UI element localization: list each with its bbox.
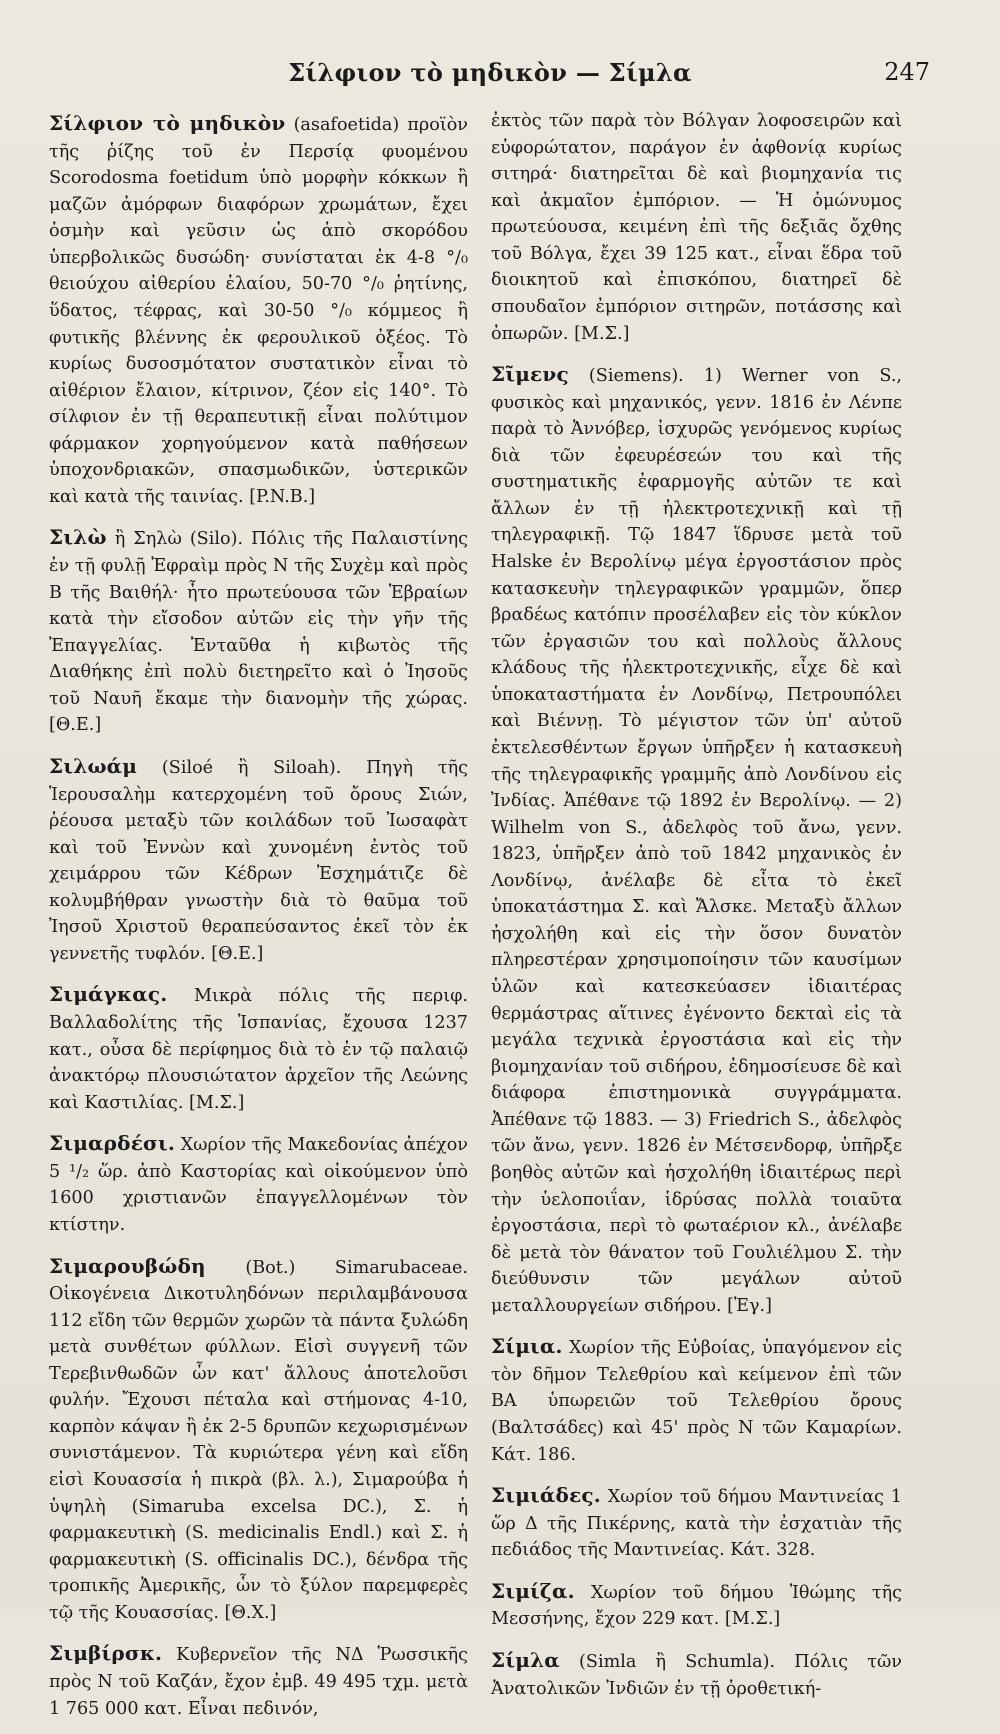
right-column [491,108,902,1714]
entry-siloam [49,751,468,968]
entry-simiza [491,1576,902,1633]
entry-simbirsk [49,1638,468,1722]
headword: Σίμλα [491,1647,560,1672]
entry-text: ἐκτὸς τῶν παρὰ τὸν Βόλγαν λοφοσειρῶν καὶ εὐφορώτατον, παράγον ἐν ἀφθονίᾳ κυρίως σιτηρά· διατηρεῖται δὲ καὶ βιομηχανία τις καὶ ἀκμαῖον ἐμπόριον. — Ἡ ὁμώνυμος πρωτεύουσα, κειμένη ἐπὶ τῆς δεξιᾶς ὄχθης τοῦ Βόλγα, ἔχει 39 125 κατ., εἶναι ἕδρα τοῦ διοικητοῦ καὶ ἐπισκόπου, διατηρεῖ δὲ σπουδαῖον ἐμπόριον σιτηρῶν, ποτάσσης καὶ ὀπωρῶν. [Μ.Σ.] [491,111,902,344]
entry-text: Χωρίον τῆς Μακεδονίας ἀπέχον 5 ¹/₂ ὥρ. ἀπὸ Καστορίας καὶ οἰκούμενον ὑπὸ 1600 χριστιανῶν ἐπαγγελλομένων τὸν κτίστην. [49,1135,469,1235]
entry-text: Κυβερνεῖον τῆς ΝΔ Ῥωσσικῆς πρὸς Ν τοῦ Καζάν, ἔχον ἐμβ. 49 495 τχμ. μετὰ 1 765 000 κατ. Εἶναι πεδινόν, [49,1645,469,1719]
entry-silo [49,522,468,739]
entry-text: Χωρίον τοῦ δήμου Ἰθώμης τῆς Μεσσήνης, ἔχον 229 κατ. [Μ.Σ.] [491,1582,902,1630]
headword: Σιμαρδέσι. [49,1131,176,1156]
headword: Σιμάγκας. [49,982,168,1007]
entry-simla [491,1645,902,1702]
headword: Σιμιάδες. [491,1483,601,1508]
headword: Σίλφιον τὸ μηδικὸν [49,111,286,135]
entry-simia [491,1331,902,1468]
headword: Σίμια. [491,1334,563,1359]
page-number: 247 [884,58,930,86]
headword: Σιμαρουβώδη [49,1253,206,1278]
entry-text: (asafoetida) προϊὸν τῆς ῥίζης τοῦ ἐν Περσίᾳ φυομένου Scorodosma foetidum ὑπὸ μορφὴν κόκκων ἢ μαζῶν ἀμόρφων διαφόρων χρωμάτων, ἔχει ὀσμὴν καὶ γεῦσιν ὡς ἀπὸ σκορόδου ὑπερβολικῶς δυσώδη· συνίσταται ἐκ 4-8 °/₀ θειούχου αἰθερίου ἐλαίου, 50-70 °/₀ ῥητίνης, ὕδατος, τέφρας, καὶ 30-50 °/₀ κόμμεος ἢ φυτικῆς βλέννης ἐκ φερουλικοῦ ὀξέος. Τὸ κυρίως δυσοσμότατον συστατικὸν εἶναι τὸ αἰθέριον ἔλαιον, κίτρινον, ζέον εἰς 140°. Τὸ σίλφιον ἐν τῇ θεραπευτικῇ εἶναι πολύτιμον φάρμακον χορηγούμενον κατὰ παθήσεων ὑποχονδριακῶν, σπασμωδικῶν, ὑστερικῶν καὶ κατὰ τῆς ταινίας. [P.N.B.] [49,115,469,507]
entry-text: Χωρίον τοῦ δήμου Μαντινείας 1 ὥρ Δ τῆς Πικέρνης, κατὰ τὴν ἐσχατιὰν τῆς πεδιάδος τῆς Μαντινείας. Κάτ. 328. [491,1487,902,1561]
headword: Σιλωάμ [49,753,138,778]
entry-text: Μικρὰ πόλις τῆς περιφ. Βαλλαδολίτης τῆς Ἱσπανίας, ἔχουσα 1237 κατ., οὖσα δὲ περίφημος διὰ τὸ ἐν τῷ παλαιῷ ἀνακτόρῳ πλουσιώτατον ἀρχεῖον τῆς Λεώνης καὶ Καστιλίας. [Μ.Σ.] [49,986,468,1113]
entry-text: (Simla ἢ Schumla). Πόλις τῶν Ἀνατολικῶν Ἰνδιῶν ἐν τῇ ὀροθετική- [491,1651,903,1699]
entry-simaroubodi [49,1251,468,1627]
headword: Σιλὼ [49,525,107,550]
entry-text: (Bot.) Simarubaceae. Οἰκογένεια Δικοτυληδόνων περιλαμβάνουσα 112 εἴδη τῶν θερμῶν χωρῶν τὰ πάντα ξυλώδη μετὰ συνθέτων φύλλων. Εἰσὶ συγγενῆ τῶν Τερεβινθωδῶν ὧν κατ' ἄλλους ἀποτελοῦσι φυλήν. Ἔχουσι πέταλα καὶ στήμονας 4-10, καρπὸν κάψαν ἢ ἐκ 2-5 δρυπῶν κεχωρισμένων συνιστάμενον. Τὰ κυριώτερα γένη καὶ εἴδη εἰσὶ Κουασσία ἡ πικρὰ (βλ. λ.), Σιμαρούβα ἡ ὑψηλὴ (Simaruba excelsa DC.), Σ. ἡ φαρμακευτικὴ (S. medicinalis Endl.) καὶ Σ. ἡ φαρμακευτικὴ (S. officinalis DC.), δένδρα τῆς τροπικῆς Ἀμερικῆς, ὧν τὸ ξύλον παρεμφερὲς τῷ τῆς Κουασσίας. [Θ.Χ.] [49,1257,469,1623]
headword: Σιμίζα. [491,1578,575,1603]
entry-text: (Siemens). 1) Werner von S., φυσικὸς καὶ μηχανικός, γενν. 1816 ἐν Λένπε παρὰ τὸ Ἀννόβερ, ἰσχυρῶς γενόμενος κυρίως διὰ τῶν ἐφευρέσεών του καὶ τῆς συστηματικῆς ἐφαρμογῆς αὐτῶν τε καὶ ἄλλων ἐν τῇ ἠλεκτροτεχνικῇ καὶ τῇ τηλεγραφικῇ. Τῷ 1847 ἵδρυσε μετὰ τοῦ Halske ἐν Βερολίνῳ μέγα ἐργοστάσιον πρὸς κατασκευὴν τηλεγραφικῶν γραμμῶν, ὅπερ βραδέως κατόπιν προσέλαβεν εἰς τὸν κύκλον τῶν ἐργασιῶν του καὶ πολλοὺς ἄλλους κλάδους τῆς ἠλεκτροτεχνικῆς, εἶχε δὲ καὶ ὑποκαταστήματα ἐν Λονδίνῳ, Πετρουπόλει καὶ Βιέννῃ. Τὸ μέγιστον τῶν ὑπ' αὐτοῦ ἐκτελεσθέντων ἔργων ὑπῆρξεν ἡ κατασκευὴ τῆς τηλεγραφικῆς γραμμῆς ἀπὸ Λονδίνου εἰς Ἰνδίας. Ἀπέθανε τῷ 1892 ἐν Βερολίνῳ. — 2) Wilhelm von S., ἀδελφὸς τοῦ ἄνω, γενν. 1823, ὑπῆρξεν ἀπὸ τοῦ 1842 μηχανικὸς ἐν Λονδίνῳ, ἀνέλαβε δὲ εἶτα τὸ ἐκεῖ ὑποκατάστημα Σ. καὶ Ἄλσκε. Μεταξὺ ἄλλων ἠσχολήθη καὶ εἰς τὴν ὅσον δυνατὸν πληρεστέραν χρησιμοποίησιν τῶν καυσίμων ὑλῶν καὶ κατεσκεύασεν ἰδιαιτέρας θερμάστρας αἵτινες ἐγένοντο δεκταὶ εἰς τὰ μεγάλα τεχνικὰ ἐργοστάσια καὶ εἰς τὴν βιομηχανίαν τοῦ σιδήρου, ἐδημοσίευσε δὲ καὶ διάφορα ἐπιστημονικὰ συγγράμματα. Ἀπέθανε τῷ 1883. — 3) Friedrich S., ἀδελφὸς τῶν ἄνω, γενν. 1826 ἐν Μέτσενδορφ, ὑπῆρξε βοηθὸς αὐτῶν καὶ ἠσχολήθη ἰδιαιτέρως περὶ τὴν ὑελοποιΐαν, ἱδρύσας πολλὰ τοιαῦτα ἐργοστάσια, περὶ τὸ φωταέριον κλ., ἀνέλαβε δὲ μετὰ τὸν θάνατον τοῦ Γουλιέλμου Σ. τὴν διεύθυνσιν τῶν μεγάλων αὐτοῦ μεταλλουργείων σιδήρου. [Ἐγ.] [491,366,902,1316]
entry-text: (Siloé ἢ Siloah). Πηγὴ τῆς Ἱερουσαλὴμ κατερχομένη τοῦ ὄρους Σιών, ῥέουσα μεταξὺ τῶν κοιλάδων τοῦ Ἰωσαφὰτ καὶ τοῦ Ἐννὼν καὶ χυνομένη ἐντὸς τοῦ χειμάρρου τῶν Κέδρων Ἐσχημάτιζε δὲ κολυμβήθραν γνωστὴν διὰ τὸ θαῦμα τοῦ Ἰησοῦ Χριστοῦ θεραπεύσαντος ἐκεῖ τὸν ἐκ γεννετῆς τυφλόν. [Θ.Ε.] [49,757,468,964]
running-title: Σίλφιον τὸ μηδικὸν — Σίμλα [288,58,692,87]
entry-siemens [491,359,902,1319]
entry-simiades [491,1480,902,1564]
entry-simbirsk-continued [491,108,902,347]
entry-silphion [49,108,468,510]
entry-simardesi [49,1128,468,1238]
headword: Σιμβίρσκ. [49,1641,163,1666]
headword: Σῖμενς [491,362,569,387]
entry-simankas [49,979,468,1116]
entry-text: Χωρίον τῆς Εὐβοίας, ὑπαγόμενον εἰς τὸν δῆμον Τελεθρίου καὶ κείμενον ἐπὶ τῶν ΒΑ ὑπωρειῶν τοῦ Τελεθρίου ὄρους (Βαλτσάδες) καὶ 45' πρὸς Ν τῶν Καμαρίων. Κάτ. 186. [491,1338,903,1465]
left-column [49,108,468,1734]
page-header [50,52,930,92]
entry-text: ἢ Σηλὼ (Silo). Πόλις τῆς Παλαιστίνης ἐν τῇ φυλῇ Ἐφραὶμ πρὸς Ν τῆς Συχὲμ καὶ πρὸς Β τῆς Βαιθήλ· ἦτο πρωτεύουσα τῶν Ἑβραίων κατὰ τὴν εἴσοδον αὐτῶν εἰς τὴν γῆν τῆς Ἐπαγγελίας. Ἐνταῦθα ἡ κιβωτὸς τῆς Διαθήκης ἐπὶ πολὺ διετηρεῖτο καὶ ὁ Ἰησοῦς τοῦ Ναυῆ ἔκαμε τὴν διανομὴν τῆς χώρας. [Θ.Ε.] [49,529,468,736]
